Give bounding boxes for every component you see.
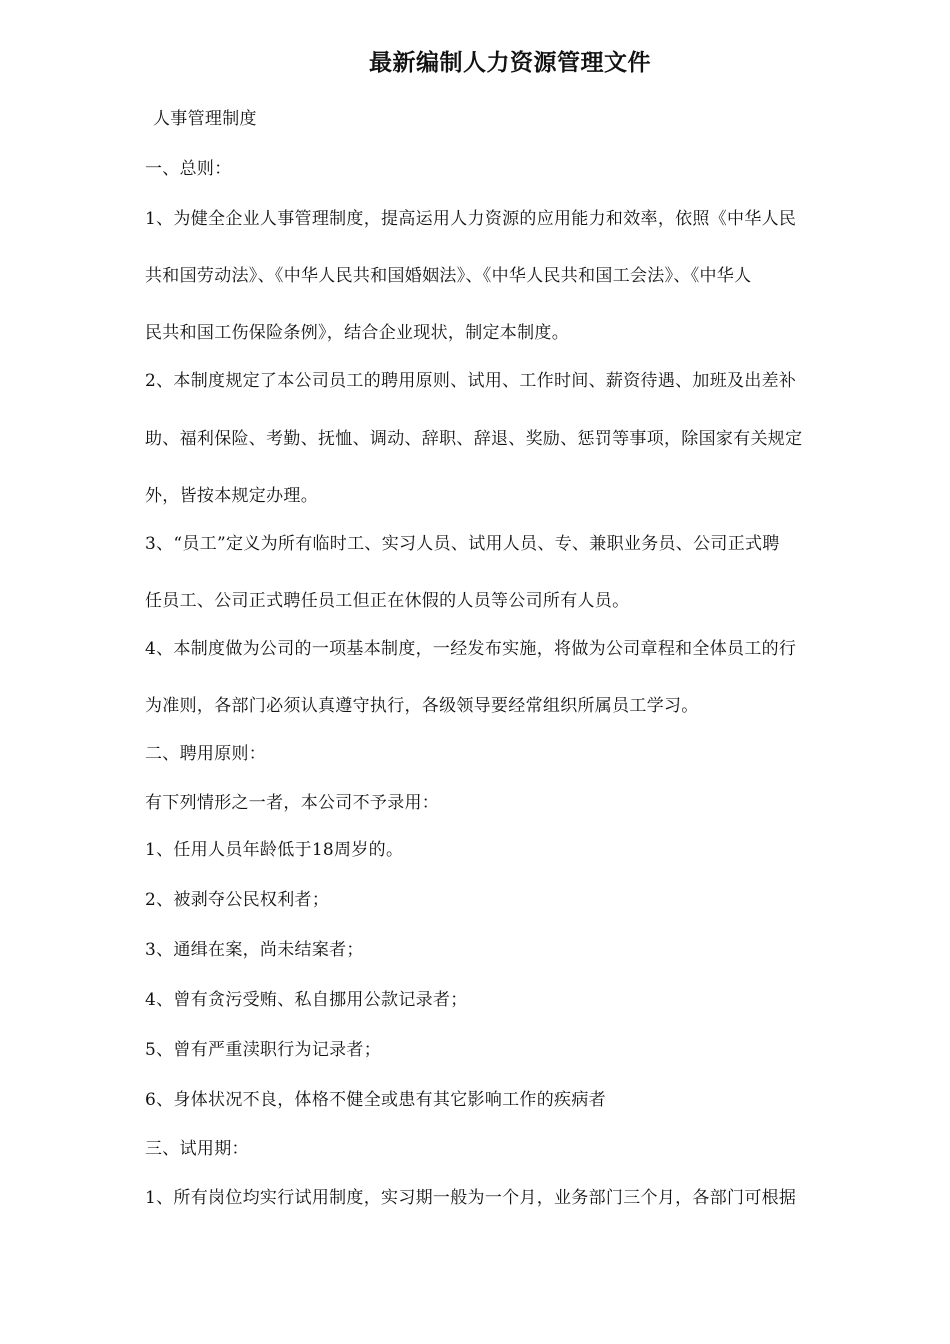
- document-subtitle: 人事管理制度: [153, 109, 257, 129]
- section-heading: 二、聘用原则：: [145, 744, 267, 764]
- paragraph-line: 共和国劳动法》、《中华人民共和国婚姻法》、《中华人民共和国工会法》、《中华人: [145, 266, 752, 286]
- paragraph-line: 3、“员工”定义为所有临时工、实习人员、试用人员、专、兼职业务员、公司正式聘: [145, 534, 780, 554]
- paragraph-line: 有下列情形之一者，本公司不予录用：: [145, 793, 440, 813]
- paragraph-line: 任员工、公司正式聘任员工但正在休假的人员等公司所有人员。: [145, 591, 630, 611]
- paragraph-line: 2、本制度规定了本公司员工的聘用原则、试用、工作时间、薪资待遇、加班及出差补: [145, 371, 797, 391]
- list-item: 4、曾有贪污受贿、私自挪用公款记录者；: [145, 990, 468, 1010]
- paragraph-line: 外，皆按本规定办理。: [145, 486, 318, 506]
- list-item: 2、被剥夺公民权利者；: [145, 890, 330, 910]
- list-item: 6、身体状况不良，体格不健全或患有其它影响工作的疾病者: [145, 1090, 606, 1110]
- paragraph-line: 为准则，各部门必须认真遵守执行，各级领导要经常组织所属员工学习。: [145, 696, 699, 716]
- paragraph-line: 4、本制度做为公司的一项基本制度，一经发布实施，将做为公司章程和全体员工的行: [145, 639, 797, 659]
- section-heading: 三、试用期：: [145, 1139, 249, 1159]
- list-item: 5、曾有严重渎职行为记录者；: [145, 1040, 382, 1060]
- section-heading: 一、总则：: [145, 159, 232, 179]
- paragraph-line: 1、为健全企业人事管理制度，提高运用人力资源的应用能力和效率，依照《中华人民: [145, 209, 797, 229]
- list-item: 1、任用人员年龄低于18周岁的。: [145, 840, 404, 860]
- paragraph-line: 助、福利保险、考勤、抚恤、调动、辞职、辞退、奖励、惩罚等事项，除国家有关规定: [145, 429, 803, 449]
- paragraph-line: 1、所有岗位均实行试用制度，实习期一般为一个月，业务部门三个月，各部门可根据: [145, 1188, 797, 1208]
- document-title: 最新编制人力资源管理文件: [369, 49, 651, 76]
- list-item: 3、通缉在案，尚未结案者；: [145, 940, 364, 960]
- paragraph-line: 民共和国工伤保险条例》，结合企业现状，制定本制度。: [145, 323, 569, 343]
